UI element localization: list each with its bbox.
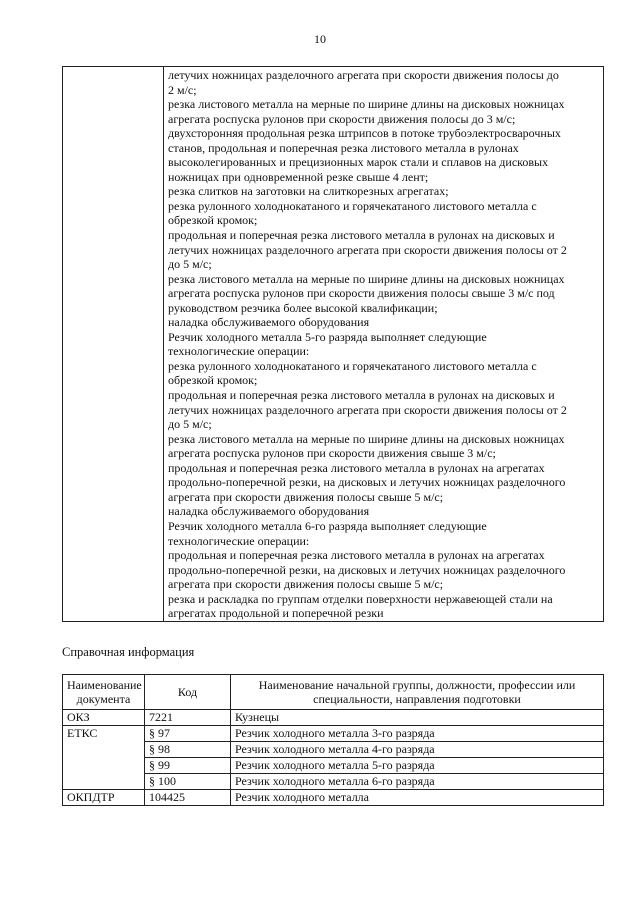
text-line: резка и раскладка по группам отделки поверхности нержавеющей стали на [168,591,553,606]
text-line: продольная и поперечная резка листового металла в рулонах на дисковых и [168,228,555,243]
cell-code: § 98 [145,742,231,758]
cell-code: § 99 [145,758,231,774]
reference-title: Справочная информация [62,645,195,659]
text-line: резка рулонного холоднокатаного и горячекатаного листового металла с [168,198,537,213]
text-line: агрегата роспуска рулонов при скорости движения полосы свыше 3 м/с под [168,286,555,301]
header-code: Код [145,675,231,710]
cell-doc [63,742,145,758]
cell-name: Резчик холодного металла 4-го разряда [231,742,604,758]
text-line: обрезкой кромок; [168,373,258,388]
text-line: продольно-поперечной резки, на дисковых и летучих ножницах разделочного [168,475,566,490]
cell-name: Резчик холодного металла [231,790,604,806]
operations-text [168,68,599,621]
cell-doc: ОКЗ [63,710,145,726]
cell-code: § 97 [145,726,231,742]
text-line: наладка обслуживаемого оборудования [168,315,370,330]
text-line: до 5 м/с; [168,417,212,432]
text-line: агрегата роспуска рулонов при скорости движения полосы до 3 м/с; [168,111,516,126]
text-line: ножницах при одновременной резке свыше 4 лент; [168,169,429,184]
cell-doc: ЕТКС [63,726,145,742]
cell-name: Резчик холодного металла 3-го разряда [231,726,604,742]
text-line: продольная и поперечная резка листового металла в рулонах на дисковых и [168,388,555,403]
cell-code: 7221 [145,710,231,726]
text-line: продольно-поперечной резки, на дисковых и летучих ножницах разделочного [168,562,566,577]
work-functions-table [62,66,604,622]
text-line: агрегата роспуска рулонов при скорости движения свыше 3 м/с; [168,446,496,461]
reference-table [62,674,604,806]
text-line: технологические операции: [168,533,310,548]
cell-doc [63,774,145,790]
header-document: Наименование документа [63,675,145,710]
text-line: продольная и поперечная резка листового металла в рулонах на агрегатах [168,548,545,563]
text-line: агрегатах продольной и поперечной резки [168,606,384,621]
text-line: резка слитков на заготовки на слиткорезных агрегатах; [168,184,449,199]
table-row [63,758,604,774]
text-line: наладка обслуживаемого оборудования [168,504,370,519]
table-row [63,790,604,806]
reference-header-row [63,675,604,710]
text-line: высоколегированных и прецизионных марок стали и сплавов на дисковых [168,155,549,170]
text-line: Резчик холодного металла 6-го разряда выполняет следующие [168,518,487,533]
operations-text-cell [164,67,604,622]
cell-doc [63,758,145,774]
text-line: продольная и поперечная резка листового металла в рулонах на агрегатах [168,460,545,475]
text-line: агрегата при скорости движения полосы свыше 5 м/с; [168,577,444,592]
text-line: технологические операции: [168,344,310,359]
text-line: обрезкой кромок; [168,213,258,228]
text-line: летучих ножницах разделочного агрегата при скорости движения полосы от 2 [168,242,567,257]
text-line: резка листового металла на мерные по ширине длины на дисковых ножницах [168,431,565,446]
text-line: резка рулонного холоднокатаного и горячекатаного листового металла с [168,358,537,373]
table-row [63,710,604,726]
text-line: летучих ножницах разделочного агрегата при скорости движения полосы до [168,68,559,82]
cell-name: Резчик холодного металла 5-го разряда [231,758,604,774]
text-line: 2 м/с; [168,82,197,97]
cell-doc: ОКПДТР [63,790,145,806]
text-line: летучих ножницах разделочного агрегата при скорости движения полосы от 2 [168,402,567,417]
cell-name: Резчик холодного металла 6-го разряда [231,774,604,790]
cell-code: § 100 [145,774,231,790]
empty-left-cell [63,67,164,622]
cell-name: Кузнецы [231,710,604,726]
text-line: до 5 м/с; [168,257,212,272]
text-line: станов, продольная и поперечная резка листового металла в рулонах [168,140,519,155]
table-row [63,67,604,622]
text-line: руководством резчика более высокой квалификации; [168,300,438,315]
header-name: Наименование начальной группы, должности, профессии или специальности, направления подготовки [231,675,604,710]
text-line: двухсторонняя продольная резка штрипсов в потоке трубоэлектросварочных [168,126,561,141]
table-row [63,742,604,758]
cell-code: 104425 [145,790,231,806]
text-line: Резчик холодного металла 5-го разряда выполняет следующие [168,329,487,344]
text-line: агрегата при скорости движения полосы свыше 5 м/с; [168,489,444,504]
text-line: резка листового металла на мерные по ширине длины на дисковых ножницах [168,97,565,112]
page-number: 10 [314,32,326,46]
text-line: резка листового металла на мерные по ширине длины на дисковых ножницах [168,271,565,286]
table-row [63,774,604,790]
table-row [63,726,604,742]
